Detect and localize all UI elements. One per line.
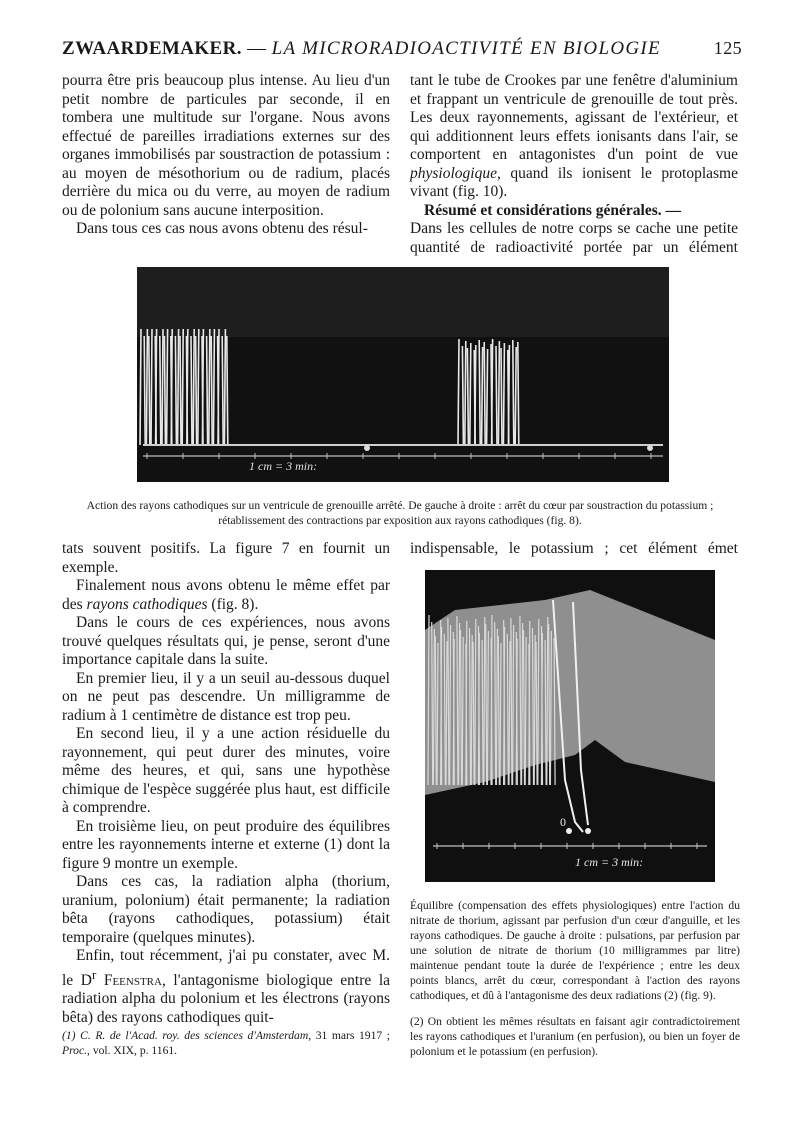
trace-stroke <box>498 341 499 445</box>
paragraph: En troisième lieu, on peut produire des équilibres entre les rayonnements interne et externe (1) dont la figure 9 montre un exemple. <box>62 817 390 872</box>
kymograph-trace <box>137 267 669 482</box>
trace-stroke <box>171 329 172 445</box>
marker-label: 0 <box>560 815 566 829</box>
trace-stroke <box>492 339 493 445</box>
paragraph: tats souvent positifs. La figure 7 en fournit un exemple. <box>62 540 390 576</box>
trace-stroke <box>167 329 168 445</box>
paragraph: En second lieu, il y a une action résiduelle du rayonnement, qui peut durer des minutes, voire même des heures, et qui, sans une hypothèse chimique de l'espèce suggérée plus haut, est difficile à comprendre. <box>62 725 390 816</box>
trace-stroke <box>475 345 476 445</box>
footnote-1: (1) C. R. de l'Acad. roy. des sciences d'Amsterdam, 31 mars 1917 ; Proc., vol. XIX, p. 1161. <box>62 1029 390 1057</box>
trace-stroke <box>467 348 468 445</box>
figure-8-caption: Action des rayons cathodiques sur un ventricule de grenouille arrêté. De gauche à droite : arrêt du cœur par soustraction du potassium ; rétablissement des contractions par exposition aux rayons cathodiques (fig. 8). <box>86 499 714 527</box>
trace-stroke <box>151 329 152 445</box>
header-author: ZWAARDEMAKER. <box>62 38 242 59</box>
page-number: 125 <box>713 38 742 58</box>
trace-stroke <box>202 329 203 445</box>
trace-stroke <box>213 329 214 445</box>
running-header <box>62 38 742 62</box>
paragraph: indispensable, le potassium ; cet élément émet <box>410 540 738 557</box>
trace-stroke <box>462 346 463 445</box>
kymograph-trace <box>425 570 715 882</box>
italic-term: rayons cathodiques <box>86 595 208 613</box>
figure-8-kymograph <box>137 267 669 482</box>
header-title: LA MICRORADIOACTIVITÉ EN BIOLOGIE <box>271 38 661 59</box>
top-left-column <box>62 72 390 239</box>
person-name: Feenstra <box>103 971 162 989</box>
trace-stroke <box>501 348 502 445</box>
trace-stroke <box>191 336 192 445</box>
trace-stroke <box>149 336 150 445</box>
trace-stroke <box>487 349 488 445</box>
figure-9-caption: Équilibre (compensation des effets physiologiques) entre l'action du nitrate de thorium, agissant par perfusion d'un cœur d'anguille, et les rayons cathodiques. De gauche à droite : pulsations, par perfusion par une solution de nitrate de thorium (10 milligrammes par litre) maintenue pendant toute la durée de l'expérience ; entre les deux points blancs, arrêt du cœur, correspondant à l'action des rayons cathodiques, et dû à l'antagonisme des deux radiations (2) (fig. 9). <box>410 899 740 1002</box>
trace-stroke <box>224 329 225 445</box>
trace-stroke <box>156 329 157 445</box>
trace-stroke <box>162 329 163 445</box>
trace-stroke <box>470 343 471 445</box>
scale-label: 1 cm = 3 min: <box>249 459 318 473</box>
paragraph: tant le tube de Crookes par une fenêtre d'aluminium et frappant un ventricule de grenouille de tout près. Les deux rayonnements, agissant de l'extérieur, et qui additionnent leurs effets ionisants dans l'air, se comportent en antagonistes d'un point de vue physiologique, quand ils ionisent le protoplasme vivant (fig. 10). <box>410 72 738 200</box>
trace-stroke <box>479 340 480 445</box>
trace-stroke <box>160 336 161 445</box>
trace-stroke <box>178 329 179 445</box>
white-point-end <box>585 828 591 834</box>
trace-stroke <box>164 336 165 445</box>
trace-stroke <box>144 336 145 445</box>
trace-stroke <box>207 336 208 445</box>
trace-stroke <box>227 336 228 445</box>
trace-stroke <box>515 347 516 445</box>
trace-stroke <box>218 329 219 445</box>
trace-stroke <box>211 336 212 445</box>
trace-stroke <box>193 329 194 445</box>
trace-stroke <box>209 329 210 445</box>
trace-stroke <box>465 341 466 445</box>
paragraph: Dans le cours de ces expériences, nous avons trouvé quelques résultats qui, je pense, seront d'une importance capitale dans la suite. <box>62 614 390 668</box>
trace-stroke <box>484 342 485 445</box>
trace-stroke <box>482 347 483 445</box>
white-marker <box>364 445 370 451</box>
white-marker <box>647 445 653 451</box>
paragraph: Dans tous ces cas nous avons obtenu des résul- <box>76 220 368 237</box>
trace-stroke <box>196 336 197 445</box>
paragraph: Finalement nous avons obtenu le même effet par des rayons cathodiques (fig. 8). <box>62 577 390 613</box>
figure-9-kymograph <box>425 570 715 882</box>
trace-stroke <box>187 329 188 445</box>
trace-stroke <box>222 336 223 445</box>
bottom-right-top-line <box>410 540 738 559</box>
trace-stroke <box>518 342 519 445</box>
section-heading: Résumé et considérations générales. — <box>424 201 681 219</box>
trace-stroke <box>140 329 141 445</box>
trace-stroke <box>508 345 509 445</box>
paragraph: Enfin, tout récemment, j'ai pu constater, avec M. le $D^r$ Feenstra, l'antagonisme biologique entre la radiation alpha du polonium et les électrons (rayons bêta) des rayons cathodiques quit- <box>62 947 391 1026</box>
trace-stroke <box>513 340 514 445</box>
bottom-left-column <box>62 540 390 1027</box>
scale-label: 1 cm = 3 min: <box>575 855 644 869</box>
header-dash: — <box>247 38 267 59</box>
trace-stroke <box>180 336 181 445</box>
trace-stroke <box>198 329 199 445</box>
paragraph: pourra être pris beaucoup plus intense. Au lieu d'un petit nombre de particules par seconde, il en tombera une multitude sur l'organe. Nous avons effectué de pareilles irradiations externes sur des organes immobilisés par soustraction de potassium : au moyen de mésothorium ou de radium, placés derrière du mica ou du verre, au moyen de radium ou de polonium sans aucune interposition. <box>62 72 390 219</box>
trace-stroke <box>496 346 497 445</box>
top-right-column <box>410 72 738 257</box>
paragraph: Dans ces cas, la radiation alpha (thorium, uranium, polonium) était permanente; la radiation bêta (rayons cathodiques, potassium) était temporaire (quelques minutes). <box>62 873 390 946</box>
trace-stroke <box>182 329 183 445</box>
white-point-start <box>566 828 572 834</box>
italic-term: physiologique, <box>410 164 501 182</box>
trace-stroke <box>503 343 504 445</box>
paragraph: En premier lieu, il y a un seuil au-dessous duquel on ne peut pas descendre. Un milligramme de radium à 1 centimètre de distance est trop peu. <box>62 669 390 724</box>
trace-stroke <box>458 339 459 445</box>
trace-stroke <box>175 336 176 445</box>
footnote-2: (2) On obtient les mêmes résultats en faisant agir contradictoirement les rayons cathodiques et l'uranium (en perfusion), ou bien un foyer de polonium et le potassium (en perfusion). <box>410 1015 740 1058</box>
trace-stroke <box>146 329 147 445</box>
paragraph: Dans les cellules de notre corps se cache une petite quantité de radioactivité portée par un élément <box>410 220 738 256</box>
